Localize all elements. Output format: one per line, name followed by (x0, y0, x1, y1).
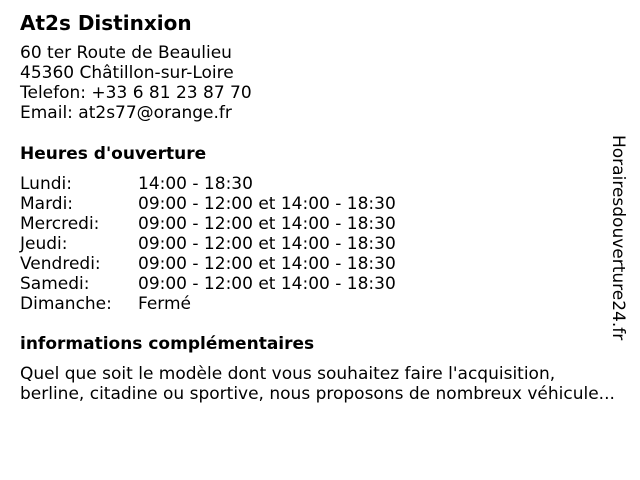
day-label: Dimanche: (20, 294, 112, 314)
time-value: 09:00 - 12:00 et 14:00 - 18:30 (138, 214, 396, 234)
time-value: 09:00 - 12:00 et 14:00 - 18:30 (138, 254, 396, 274)
time-value: 09:00 - 12:00 et 14:00 - 18:30 (138, 274, 396, 294)
address-city: 45360 Châtillon-sur-Loire (20, 63, 234, 83)
description-line-2: berline, citadine ou sportive, nous proposons de nombreux véhicule... (20, 384, 615, 404)
opening-hours-heading: Heures d'ouverture (20, 144, 207, 164)
time-value: 14:00 - 18:30 (138, 174, 253, 194)
business-name: At2s Distinxion (20, 11, 192, 35)
site-watermark: Horairesdouverture24.fr (608, 135, 628, 341)
business-description (20, 364, 630, 404)
address-street: 60 ter Route de Beaulieu (20, 43, 232, 63)
day-label: Jeudi: (20, 234, 68, 254)
day-label: Samedi: (20, 274, 90, 294)
description-line-1: Quel que soit le modèle dont vous souhaitez faire l'acquisition, (20, 364, 556, 384)
contact-block (20, 43, 252, 123)
additional-info-heading: informations complémentaires (20, 334, 315, 354)
day-label: Lundi: (20, 174, 72, 194)
phone-number: Telefon: +33 6 81 23 87 70 (20, 83, 252, 103)
day-label: Mardi: (20, 194, 74, 214)
time-value: 09:00 - 12:00 et 14:00 - 18:30 (138, 194, 396, 214)
day-label: Vendredi: (20, 254, 101, 274)
time-value: 09:00 - 12:00 et 14:00 - 18:30 (138, 234, 396, 254)
email-address: Email: at2s77@orange.fr (20, 103, 232, 123)
time-value: Fermé (138, 294, 192, 314)
day-label: Mercredi: (20, 214, 100, 234)
